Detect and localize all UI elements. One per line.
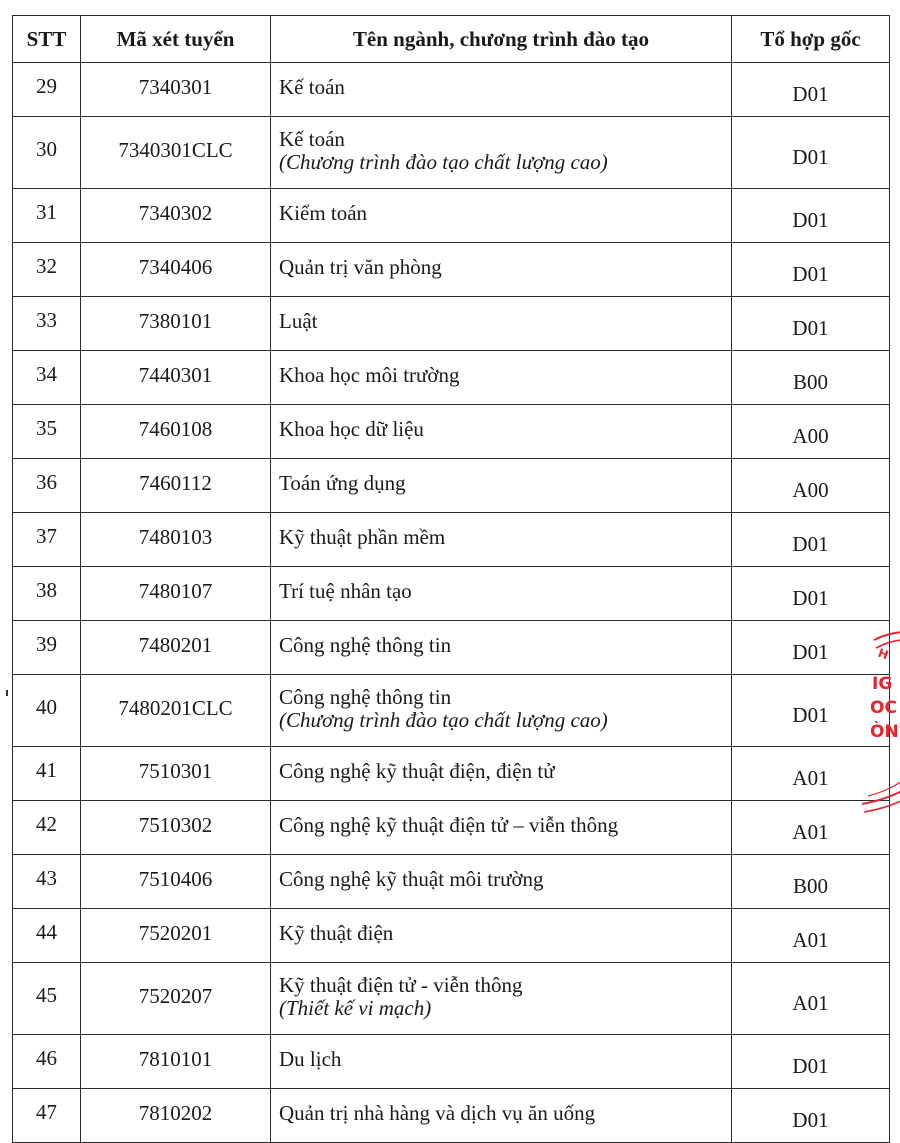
table-row: [13, 675, 890, 747]
program-subtitle: (Chương trình đào tạo chất lượng cao): [279, 149, 608, 174]
cell-code: 7480107: [81, 567, 271, 621]
scan-mark: [6, 690, 8, 696]
cell-program-name: [271, 189, 732, 243]
program-name: Quản trị văn phòng: [279, 255, 442, 279]
cell-code: 7480201: [81, 621, 271, 675]
cell-program-name: [271, 1089, 732, 1143]
table-row: [13, 747, 890, 801]
cell-code: 7480103: [81, 513, 271, 567]
cell-code: 7510301: [81, 747, 271, 801]
table-row: [13, 801, 890, 855]
program-name: Luật: [279, 309, 318, 333]
program-name: Toán ứng dụng: [279, 471, 406, 495]
cell-subject-combination: D01: [732, 567, 890, 621]
cell-stt: 33: [13, 297, 81, 351]
cell-program-name: [271, 513, 732, 567]
cell-code: 7340301CLC: [81, 117, 271, 189]
table-body: [13, 63, 893, 1143]
program-name: Du lịch: [279, 1047, 342, 1071]
program-name: Kỹ thuật phần mềm: [279, 525, 446, 549]
table-row: [13, 855, 890, 909]
seal-fragment-2: IG: [872, 674, 893, 694]
cell-code: 7440301: [81, 351, 271, 405]
cell-subject-combination: D01: [732, 1035, 890, 1089]
cell-program-name: [271, 801, 732, 855]
header-stt: STT: [13, 16, 81, 63]
seal-fragment-4: ÒN: [870, 722, 899, 742]
cell-code: 7340302: [81, 189, 271, 243]
cell-program-name: [271, 1035, 732, 1089]
cell-program-name: [271, 675, 732, 747]
program-subtitle: (Thiết kế vi mạch): [279, 995, 432, 1020]
table-row: [13, 1035, 890, 1089]
cell-code: 7340406: [81, 243, 271, 297]
seal-fragment-3: OC: [870, 698, 897, 718]
cell-code: 7480201CLC: [81, 675, 271, 747]
program-name: Quản trị nhà hàng và dịch vụ ăn uống: [279, 1101, 596, 1125]
cell-stt: 43: [13, 855, 81, 909]
cell-subject-combination: D01: [732, 243, 890, 297]
table-row: [13, 297, 890, 351]
table-row: [13, 459, 890, 513]
program-subtitle: (Chương trình đào tạo chất lượng cao): [279, 707, 608, 732]
table-row: [13, 513, 890, 567]
cell-program-name: [271, 243, 732, 297]
admissions-table: [12, 15, 893, 1143]
cell-stt: 39: [13, 621, 81, 675]
program-name: Trí tuệ nhân tạo: [279, 579, 412, 603]
cell-subject-combination: B00: [732, 351, 890, 405]
cell-stt: 40: [13, 675, 81, 747]
cell-code: 7810202: [81, 1089, 271, 1143]
cell-subject-combination: B00: [732, 855, 890, 909]
cell-code: 7340301: [81, 63, 271, 117]
cell-stt: 32: [13, 243, 81, 297]
program-name: Công nghệ thông tin: [279, 684, 452, 709]
cell-code: 7810101: [81, 1035, 271, 1089]
cell-subject-combination: D01: [732, 117, 890, 189]
program-name: Khoa học môi trường: [279, 363, 460, 387]
program-name: Kiểm toán: [279, 201, 368, 225]
table-row: [13, 621, 890, 675]
cell-stt: 47: [13, 1089, 81, 1143]
cell-subject-combination: A01: [732, 747, 890, 801]
program-name: Công nghệ kỹ thuật điện tử – viễn thông: [279, 813, 619, 837]
cell-subject-combination: A01: [732, 963, 890, 1035]
cell-program-name: [271, 297, 732, 351]
cell-program-name: [271, 909, 732, 963]
cell-program-name: [271, 747, 732, 801]
table-row: [13, 963, 890, 1035]
cell-program-name: [271, 405, 732, 459]
program-name: Kế toán: [279, 75, 345, 99]
cell-stt: 42: [13, 801, 81, 855]
cell-program-name: [271, 567, 732, 621]
cell-stt: 29: [13, 63, 81, 117]
program-name: Công nghệ kỹ thuật điện, điện tử: [279, 759, 555, 783]
cell-stt: 41: [13, 747, 81, 801]
program-name: Kế toán: [279, 126, 345, 151]
cell-subject-combination: A00: [732, 405, 890, 459]
program-name: Công nghệ kỹ thuật môi trường: [279, 867, 544, 891]
cell-program-name: [271, 351, 732, 405]
cell-subject-combination: D01: [732, 1089, 890, 1143]
cell-subject-combination: A00: [732, 459, 890, 513]
cell-code: 7520201: [81, 909, 271, 963]
cell-stt: 44: [13, 909, 81, 963]
cell-code: 7520207: [81, 963, 271, 1035]
table-row: [13, 1089, 890, 1143]
cell-subject-combination: D01: [732, 297, 890, 351]
cell-subject-combination: D01: [732, 189, 890, 243]
cell-code: 7460108: [81, 405, 271, 459]
cell-code: 7510302: [81, 801, 271, 855]
cell-subject-combination: D01: [732, 675, 890, 747]
cell-stt: 36: [13, 459, 81, 513]
table-row: [13, 117, 890, 189]
cell-subject-combination: D01: [732, 513, 890, 567]
cell-code: 7510406: [81, 855, 271, 909]
cell-subject-combination: D01: [732, 621, 890, 675]
table-row: [13, 567, 890, 621]
cell-program-name: [271, 459, 732, 513]
table-row: [13, 189, 890, 243]
program-name: Kỹ thuật điện: [279, 921, 394, 945]
cell-code: 7380101: [81, 297, 271, 351]
program-name: Khoa học dữ liệu: [279, 417, 424, 441]
header-code: Mã xét tuyển: [81, 16, 271, 63]
cell-subject-combination: A01: [732, 801, 890, 855]
table-row: [13, 909, 890, 963]
cell-program-name: [271, 963, 732, 1035]
cell-stt: 30: [13, 117, 81, 189]
table-row: [13, 351, 890, 405]
table-row: [13, 405, 890, 459]
header-combo: Tổ hợp gốc: [732, 16, 890, 63]
cell-stt: 34: [13, 351, 81, 405]
program-name: Kỹ thuật điện tử - viễn thông: [279, 972, 523, 997]
seal-fragment-1: H: [876, 645, 891, 663]
cell-program-name: [271, 63, 732, 117]
cell-subject-combination: D01: [732, 63, 890, 117]
cell-subject-combination: A01: [732, 909, 890, 963]
cell-program-name: [271, 117, 732, 189]
cell-stt: 38: [13, 567, 81, 621]
table-header-row: [13, 16, 890, 63]
cell-program-name: [271, 855, 732, 909]
cell-stt: 46: [13, 1035, 81, 1089]
cell-program-name: [271, 621, 732, 675]
cell-stt: 45: [13, 963, 81, 1035]
table-row: [13, 243, 890, 297]
cell-code: 7460112: [81, 459, 271, 513]
program-name: Công nghệ thông tin: [279, 633, 452, 657]
cell-stt: 35: [13, 405, 81, 459]
table-row: [13, 63, 890, 117]
header-name: Tên ngành, chương trình đào tạo: [271, 16, 732, 63]
cell-stt: 37: [13, 513, 81, 567]
cell-stt: 31: [13, 189, 81, 243]
